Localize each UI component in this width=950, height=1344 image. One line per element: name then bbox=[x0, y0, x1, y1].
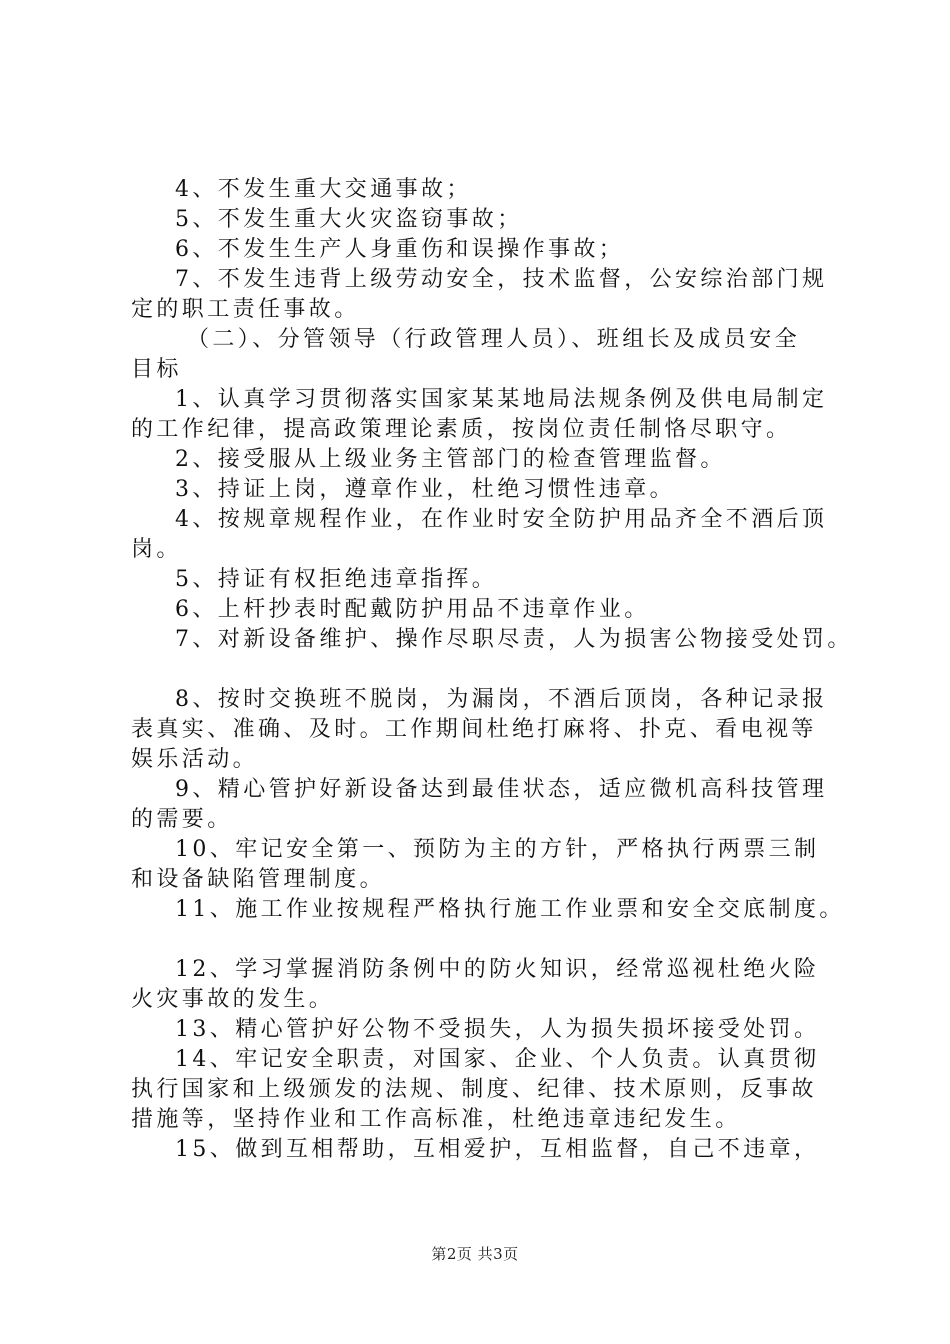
text-line: 执行国家和上级颁发的法规、制度、纪律、技术原则，反事故 bbox=[131, 1077, 817, 1102]
text-line: 15、做到互相帮助，互相爱护，互相监督，自己不违章， bbox=[175, 1137, 820, 1162]
text-line: 和设备缺陷管理制度。 bbox=[131, 867, 386, 892]
text-line: 定的职工责任事故。 bbox=[131, 297, 360, 322]
text-line: 1、认真学习贯彻落实国家某某地局法规条例及供电局制定 bbox=[175, 387, 828, 412]
text-line: 14、牢记安全职责，对国家、企业、个人负责。认真贯彻 bbox=[175, 1047, 820, 1072]
text-line: 8、按时交换班不脱岗，为漏岗，不酒后顶岗，各种记录报 bbox=[175, 687, 828, 712]
section-heading-cont: 目标 bbox=[131, 357, 182, 382]
text-line: 4、不发生重大交通事故； bbox=[175, 177, 472, 202]
text-line: 娱乐活动。 bbox=[131, 747, 259, 772]
text-line: 2、接受服从上级业务主管部门的检查管理监督。 bbox=[175, 447, 726, 472]
text-line: 的需要。 bbox=[131, 807, 233, 832]
blank-line bbox=[131, 925, 851, 955]
text-line: 12、学习掌握消防条例中的防火知识，经常巡视杜绝火险 bbox=[175, 957, 820, 982]
page-number-footer: 第2页 共3页 bbox=[431, 1245, 519, 1263]
text-line: 表真实、准确、及时。工作期间杜绝打麻将、扑克、看电视等 bbox=[131, 717, 817, 742]
text-line: 5、持证有权拒绝违章指挥。 bbox=[175, 567, 498, 592]
text-line: 3、持证上岗，遵章作业，杜绝习惯性违章。 bbox=[175, 477, 675, 502]
text-line: 11、施工作业按规程严格执行施工作业票和安全交底制度。 bbox=[175, 897, 845, 922]
text-line: 6、上杆抄表时配戴防护用品不违章作业。 bbox=[175, 597, 650, 622]
text-line: 的工作纪律，提高政策理论素质，按岗位责任制恪尽职守。 bbox=[131, 417, 792, 442]
text-line: 5、不发生重大火灾盗窃事故； bbox=[175, 207, 523, 232]
text-line: 措施等，坚持作业和工作高标准，杜绝违章违纪发生。 bbox=[131, 1107, 741, 1132]
text-line: 火灾事故的发生。 bbox=[131, 987, 335, 1012]
text-line: 6、不发生生产人身重伤和误操作事故； bbox=[175, 237, 625, 262]
text-line: 7、不发生违背上级劳动安全，技术监督，公安综治部门规 bbox=[175, 267, 828, 292]
document-body bbox=[131, 175, 851, 1165]
text-line: 13、精心管护好公物不受损失，人为损失损坏接受处罚。 bbox=[175, 1017, 820, 1042]
text-line: 10、牢记安全第一、预防为主的方针，严格执行两票三制 bbox=[175, 837, 820, 862]
text-line: 9、精心管护好新设备达到最佳状态，适应微机高科技管理 bbox=[175, 777, 828, 802]
text-line: 岗。 bbox=[131, 537, 182, 562]
text-line: 7、对新设备维护、操作尽职尽责，人为损害公物接受处罚。 bbox=[175, 627, 853, 652]
text-line: 4、按规章规程作业，在作业时安全防护用品齐全不酒后顶 bbox=[175, 507, 828, 532]
section-heading: （二）、分管领导（行政管理人员）、班组长及成员安全 bbox=[187, 327, 801, 352]
blank-line bbox=[131, 655, 851, 685]
